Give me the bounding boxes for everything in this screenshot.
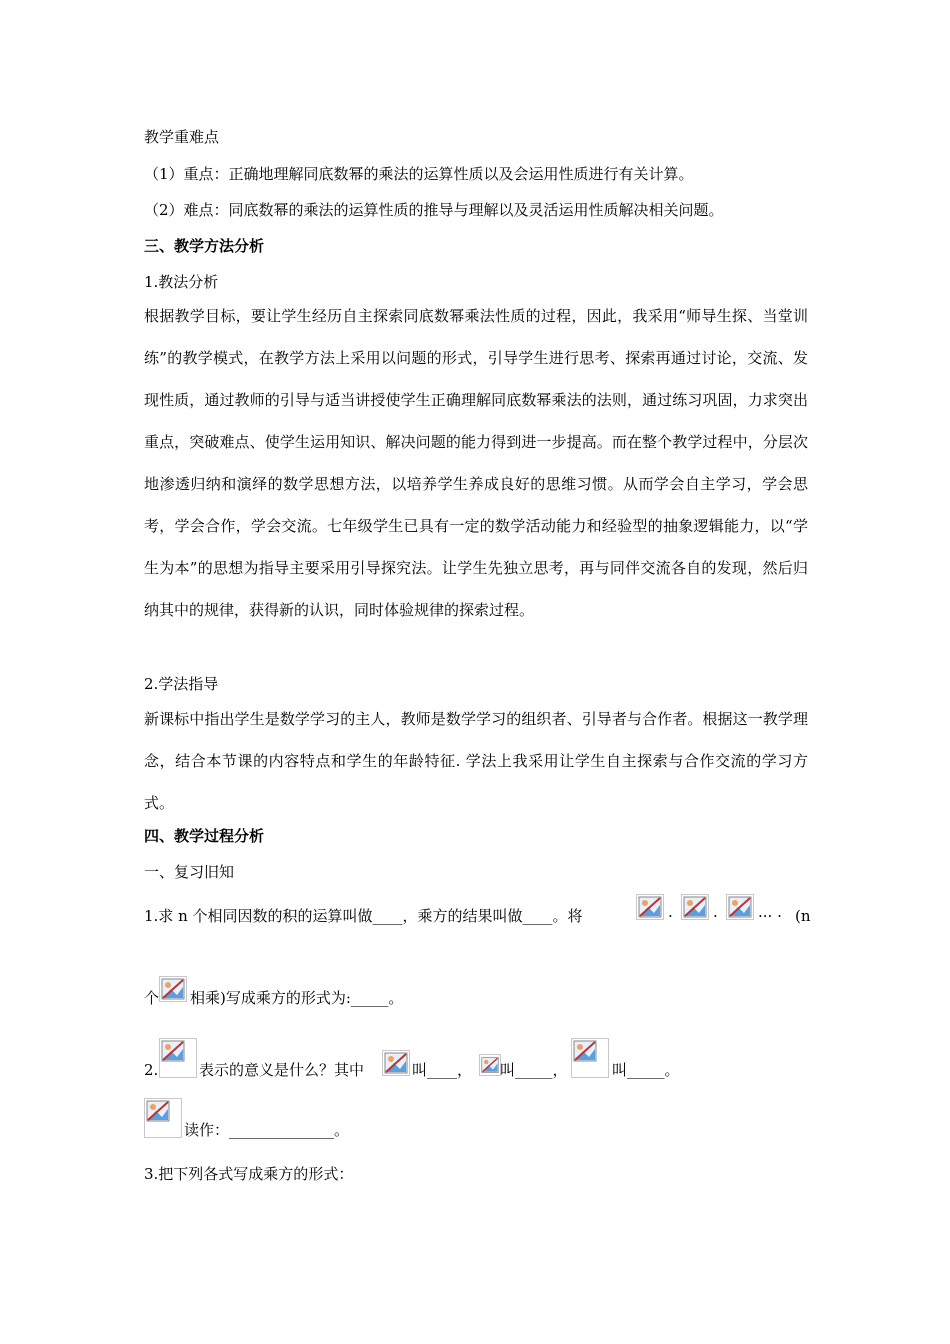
q3-text: 3.把下列各式写成乘方的形式： (144, 1165, 354, 1183)
q2-number: 2. (144, 1061, 159, 1079)
broken-image-icon (159, 1038, 197, 1078)
broken-image-icon (636, 894, 664, 920)
broken-image-icon (726, 894, 754, 920)
sub-teaching: 1.教法分析 (144, 273, 219, 291)
q2-jiao-2: 叫_____， (500, 1061, 568, 1079)
q1-dot-2: · (713, 907, 718, 925)
sub-learning: 2.学法指导 (144, 675, 219, 693)
broken-image-icon (479, 1054, 501, 1076)
broken-image-icon (144, 1098, 182, 1138)
difficulty-title: 教学重难点 (144, 128, 220, 146)
para-teaching: 根据教学目标，要让学生经历自主探索同底数幂乘法性质的过程，因此，我采用“师导生探、当堂训练”的教学模式，在教学方法上采用以问题的形式，引导学生进行思考、探索再通过讨论，交流、发现性质，通过教师的引导与适当讲授使学生正确理解同底数幂乘法的法则，通过练习巩固，力求突出重点，突破难点、使学生运用知识、解决问题的能力得到进一步提高。而在整个教学过程中，分层次地渗透归纳和演绎的数学思想方法，以培养学生养成良好的思维习惯。从而学会自主学习，学会思考，学会合作，学会交流。七年级学生已具有一定的数学活动能力和经验型的抽象逻辑能力，以“学生为本”的思想为指导主要采用引导探究法。让学生先独立思考，再与同伴交流各自的发现，然后归纳其中的规律，获得新的认识，同时体验规律的探索过程。 (144, 307, 808, 619)
broken-image-icon (382, 1050, 410, 1076)
q1-ellipsis: ··· · (758, 907, 782, 925)
broken-image-icon (681, 894, 709, 920)
broken-image-icon (159, 976, 187, 1002)
q1-line2-a: 个 (144, 989, 160, 1007)
broken-image-icon (571, 1038, 609, 1078)
para-learning: 新课标中指出学生是数学学习的主人，教师是数学学习的组织者、引导者与合作者。根据这一教学理念，结合本节课的内容特点和学生的年龄特征. 学法上我采用让学生自主探索与合作交流的学习方式。 (144, 710, 808, 812)
q2-text: 表示的意义是什么？其中 (199, 1061, 365, 1079)
q2-jiao-3: 叫_____。 (612, 1061, 680, 1079)
key-point: （1）重点：正确地理解同底数幂的乘法的运算性质以及会运用性质进行有关计算。 (144, 165, 694, 183)
heading-process: 四、教学过程分析 (144, 827, 265, 845)
review-title: 一、复习旧知 (144, 863, 235, 881)
q1-line2-b: 相乘)写成乘方的形式为:_____。 (190, 989, 404, 1007)
difficult-point: （2）难点：同底数幂的乘法的运算性质的推导与理解以及灵活运用性质解决相关问题。 (144, 201, 724, 219)
q2-read-as: 读作：______________。 (184, 1121, 350, 1139)
q1-paren: (n (795, 907, 811, 925)
heading-method: 三、教学方法分析 (144, 237, 265, 255)
q1-text: 1.求 n 个相同因数的积的运算叫做____，乘方的结果叫做____。将 (144, 907, 583, 925)
q1-dot-1: · (668, 907, 673, 925)
q2-jiao-1: 叫____， (412, 1061, 473, 1079)
